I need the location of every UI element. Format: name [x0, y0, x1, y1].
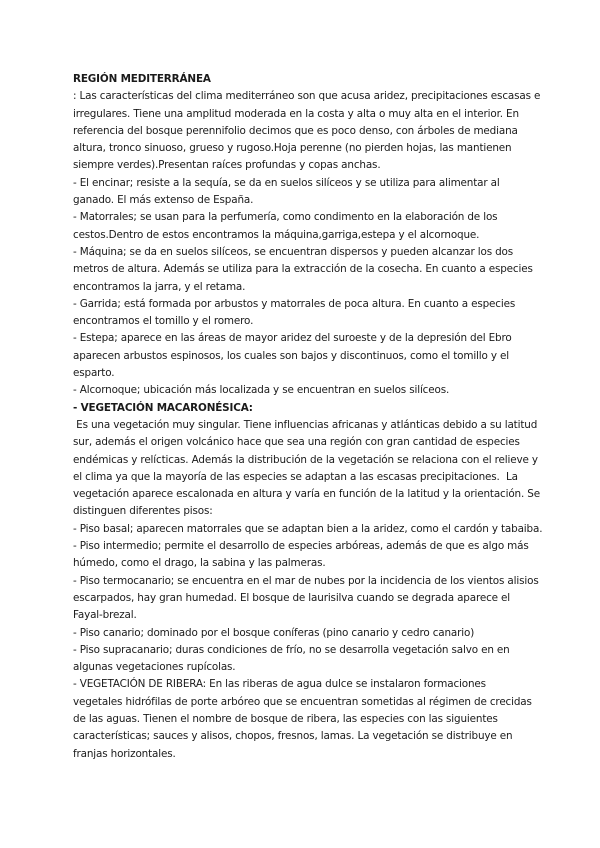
- text-line: cestos.Dentro de estos encontramos la máquina,garriga,estepa y el alcornoque.: [73, 228, 480, 241]
- text-line: - Piso basal; aparecen matorrales que se adaptan bien a la aridez, como el cardón y tabaiba.: [73, 522, 543, 535]
- text-line: Fayal-brezal.: [73, 609, 137, 622]
- text-line: altura, tronco sinuoso, grueso y rugoso.Hoja perenne (no pierden hojas, las mantienen: [73, 142, 512, 155]
- text-line: aparecen arbustos espinosos, los cuales son bajos y discontinuos, como el tomillo y el: [73, 349, 510, 362]
- text-line: vegetales hidrófilas de porte arbóreo que se encuentran sometidas al régimen de crecidas: [73, 695, 532, 708]
- section-heading: REGIÓN MEDITERRÁNEA: [73, 73, 211, 85]
- text-line: distinguen diferentes pisos:: [73, 505, 213, 518]
- text-line: - Matorrales; se usan para la perfumería, como condimento en la elaboración de los: [73, 211, 498, 224]
- text-line: Es una vegetación muy singular. Tiene influencias africanas y atlánticas debido a su latitud: [73, 418, 538, 431]
- text-line: irregulares. Tiene una amplitud moderada en la costa y alta o muy alta en el interior. En: [73, 107, 519, 120]
- text-line: metros de altura. Además se utiliza para la extracción de la cosecha. En cuanto a especies: [73, 263, 533, 276]
- text-line: - VEGETACIÓN DE RIBERA: En las riberas de agua dulce se instalaron formaciones: [73, 678, 486, 691]
- text-line: - Piso canario; dominado por el bosque coníferas (pino canario y cedro canario): [73, 626, 475, 639]
- text-line: húmedo, como el drago, la sabina y las palmeras.: [73, 557, 326, 570]
- text-line: - Alcornoque; ubicación más localizada y se encuentran en suelos silíceos.: [73, 384, 450, 397]
- text-line: - Estepa; aparece en las áreas de mayor aridez del suroeste y de la depresión del Ebro: [73, 332, 512, 345]
- text-line: el clima ya que la mayoría de las especies se adaptan a las escasas precipitaciones. La: [73, 470, 518, 483]
- text-line: franjas horizontales.: [73, 747, 176, 760]
- text-line: encontramos la jarra, y el retama.: [73, 280, 246, 293]
- text-line: características; sauces y alisos, chopos, fresnos, lamas. La vegetación se distribuye en: [73, 730, 513, 743]
- text-line: esparto.: [73, 367, 115, 380]
- text-line: de las aguas. Tienen el nombre de bosque de ribera, las especies con las siguientes: [73, 712, 498, 725]
- text-line: - Piso termocanario; se encuentra en el mar de nubes por la incidencia de los vientos alisios: [73, 574, 539, 587]
- text-line: ganado. El más extenso de España.: [73, 194, 254, 207]
- text-line: : Las características del clima mediterráneo son que acusa aridez, precipitaciones escasas e: [73, 90, 541, 103]
- text-line: siempre verdes).Presentan raíces profundas y copas anchas.: [73, 159, 381, 172]
- text-line: escarpados, hay gran humedad. El bosque de laurisilva cuando se degrada aparece el: [73, 591, 511, 604]
- text-line: - Garrida; está formada por arbustos y matorrales de poca altura. En cuanto a especies: [73, 297, 516, 310]
- text-line: referencia del bosque perennifolio decimos que es poco denso, con árboles de mediana: [73, 124, 518, 137]
- text-line: vegetación aparece escalonada en altura y varía en función de la latitud y la orientación. Se: [73, 488, 540, 501]
- text-line: - El encinar; resiste a la sequía, se da en suelos silíceos y se utiliza para alimentar al: [73, 176, 500, 189]
- text-line: endémicas y relícticas. Además la distribución de la vegetación se relaciona con el relieve y: [73, 453, 538, 466]
- text-line: - Máquina; se da en suelos silíceos, se encuentran dispersos y pueden alcanzar los dos: [73, 245, 514, 258]
- text-line: - Piso supracanario; duras condiciones de frío, no se desarrolla vegetación salvo en en: [73, 643, 510, 656]
- document-body: [73, 71, 543, 763]
- section-heading: - VEGETACIÓN MACARONÉSICA:: [73, 401, 253, 414]
- text-line: algunas vegetaciones rupícolas.: [73, 661, 236, 674]
- text-line: sur, además el origen volcánico hace que sea una región con gran cantidad de especies: [73, 436, 520, 449]
- text-line: - Piso intermedio; permite el desarrollo de especies arbóreas, además de que es algo más: [73, 540, 529, 553]
- text-line: encontramos el tomillo y el romero.: [73, 315, 254, 328]
